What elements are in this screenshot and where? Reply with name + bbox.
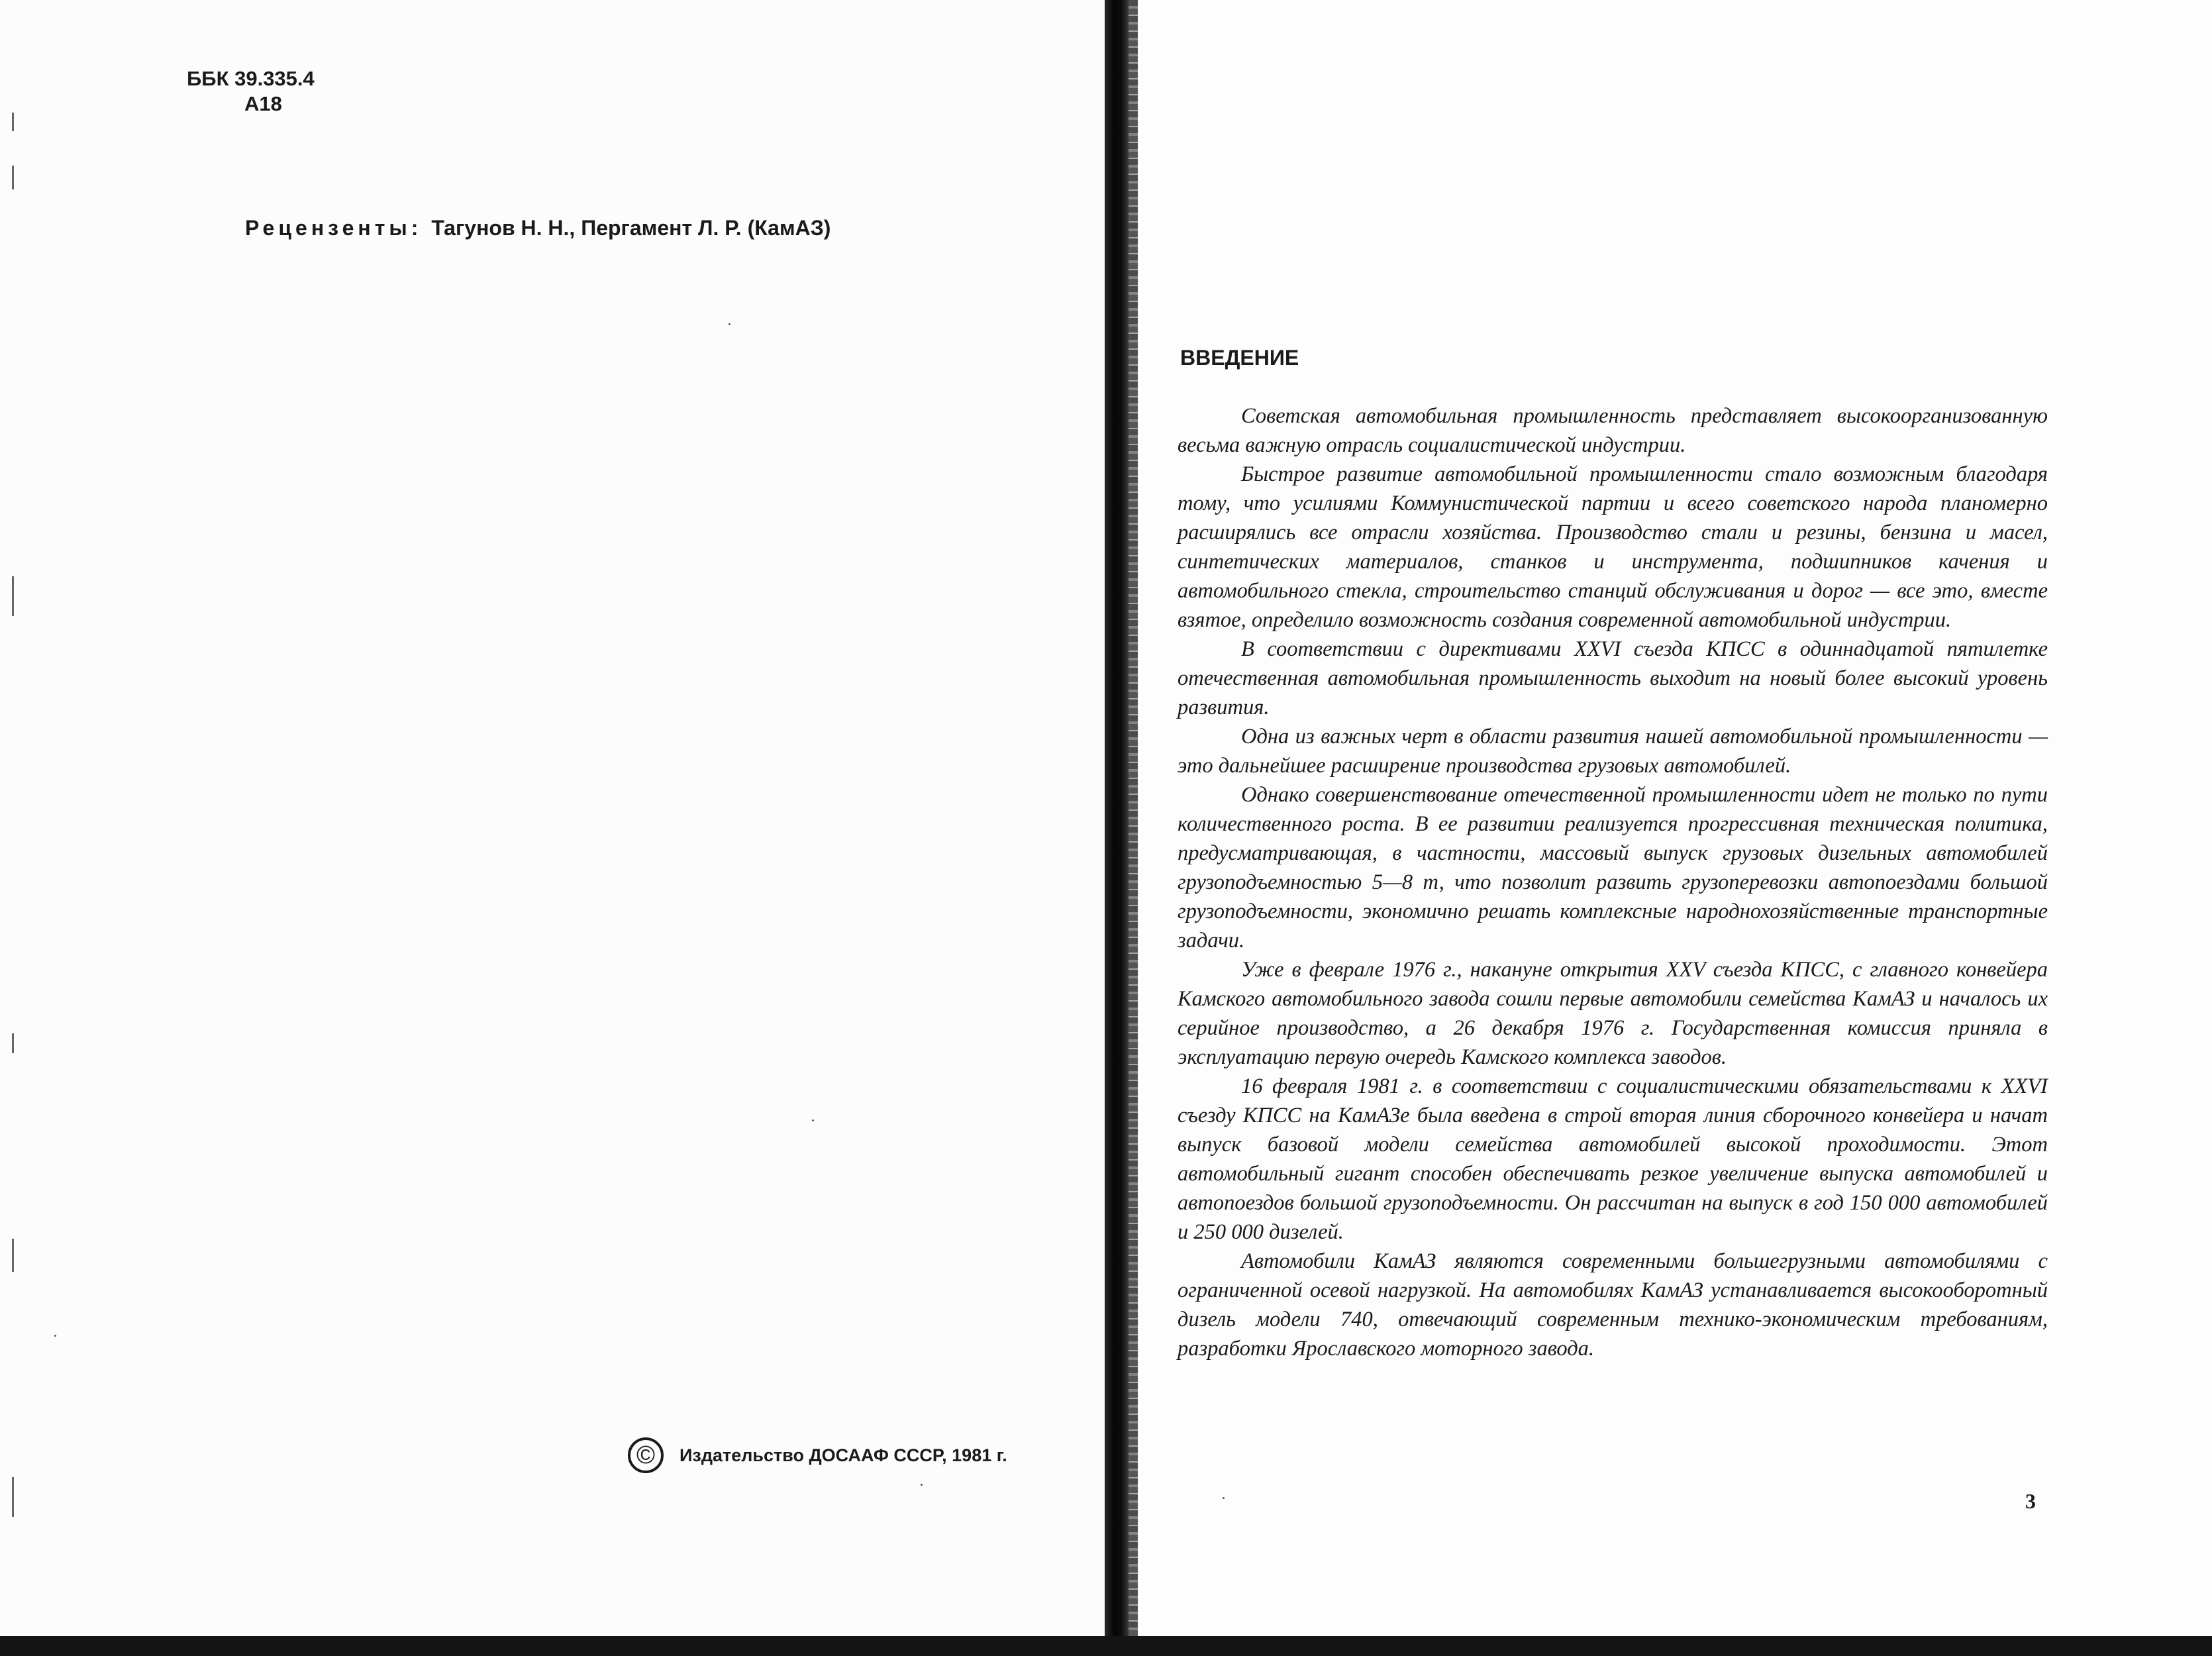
edge-mark <box>12 1239 14 1272</box>
section-heading: ВВЕДЕНИЕ <box>1180 346 1299 370</box>
edge-mark <box>12 166 14 189</box>
bbk-index <box>187 66 315 117</box>
introduction-text <box>1178 401 2048 1363</box>
publisher-text: Издательство ДОСААФ СССР, 1981 г. <box>679 1445 1007 1465</box>
copyright-icon: © <box>628 1437 664 1473</box>
book-spine-shadow <box>1105 0 1129 1656</box>
paragraph: 16 февраля 1981 г. в соответствии с социалистическими обязательствами к XXVI съезду КПСС на КамАЗе была введена в строй вторая линия сборочного конвейера и начат выпуск базовой модели семейства автомобилей высокой проходимости. Этот автомобильный гигант способен обеспечивать резкое увеличение выпуска автомобилей и автопоездов большой грузоподъемности. Он рассчитан на выпуск в год 150 000 автомобилей и 250 000 дизелей. <box>1178 1074 2048 1244</box>
reviewers-names: Тагунов Н. Н., Пергамент Л. Р. (КамАЗ) <box>431 216 831 240</box>
scan-bottom-edge <box>0 1636 2212 1656</box>
paragraph: Автомобили КамАЗ являются современными большегрузными автомобилями с ограниченной осевой нагрузкой. На автомобилях КамАЗ устанавливается высокооборотный дизель модели 740, отвечающий современным технико-экономическим требованиям, разработки Ярославского моторного завода. <box>1178 1249 2048 1361</box>
edge-mark <box>12 1477 14 1517</box>
reviewers-label: Рецензенты: <box>245 216 423 240</box>
edge-mark <box>12 1033 14 1053</box>
bbk-author-code: А18 <box>244 92 282 115</box>
paper-speck <box>921 1484 923 1486</box>
paragraph: В соответствии с директивами XXVI съезда КПСС в одиннадцатой пятилетке отечественная автомобильная промышленность выходит на новый более высокий уровень развития. <box>1178 637 2048 719</box>
paragraph: Одна из важных черт в области развития нашей автомобильной промышленности — это дальнейшее расширение производства грузовых автомобилей. <box>1178 725 2048 778</box>
publisher-imprint <box>628 1437 1007 1473</box>
edge-mark <box>12 113 14 131</box>
paper-speck <box>729 323 730 325</box>
paragraph: Уже в феврале 1976 г., накануне открытия XXV съезда КПСС, с главного конвейера Камского автомобильного завода сошли первые автомобили семейства КамАЗ и началось их серийное производство, а 26 декабря 1976 г. Государственная комиссия приняла в эксплуатацию первую очередь Камского комплекса заводов. <box>1178 958 2048 1069</box>
left-page <box>0 0 1105 1636</box>
page-number: 3 <box>2025 1489 2036 1513</box>
reviewers-line <box>245 216 830 240</box>
paper-speck <box>1223 1497 1225 1499</box>
paper-speck <box>812 1119 814 1121</box>
paper-speck <box>54 1335 56 1337</box>
paragraph: Быстрое развитие автомобильной промышленности стало возможным благодаря тому, что усилиями Коммунистической партии и всего советского народа планомерно расширялись все отрасли хозяйства. Производство стали и резины, бензина и масел, синтетических материалов, станков и инструмента, подшипников качения и автомобильного стекла, строительство станций обслуживания и дорог — все это, вместе взятое, определило возможность создания современной автомобильной индустрии. <box>1178 462 2048 632</box>
bbk-code: ББК 39.335.4 <box>187 67 315 90</box>
page-gutter-edge <box>1129 0 1138 1636</box>
edge-mark <box>12 576 14 616</box>
paragraph: Однако совершенствование отечественной промышленности идет не только по пути количественного роста. В ее развитии реализуется прогрессивная техническая политика, предусматривающая, в частности, массовый выпуск грузовых дизельных автомобилей грузоподъемностью 5—8 т, что позволит развить грузоперевозки автопоездами большой грузоподъемности, экономично решать комплексные народнохозяйственные транспортные задачи. <box>1178 783 2048 953</box>
paragraph: Советская автомобильная промышленность представляет высокоорганизованную весьма важную отрасль социалистической индустрии. <box>1178 404 2048 457</box>
